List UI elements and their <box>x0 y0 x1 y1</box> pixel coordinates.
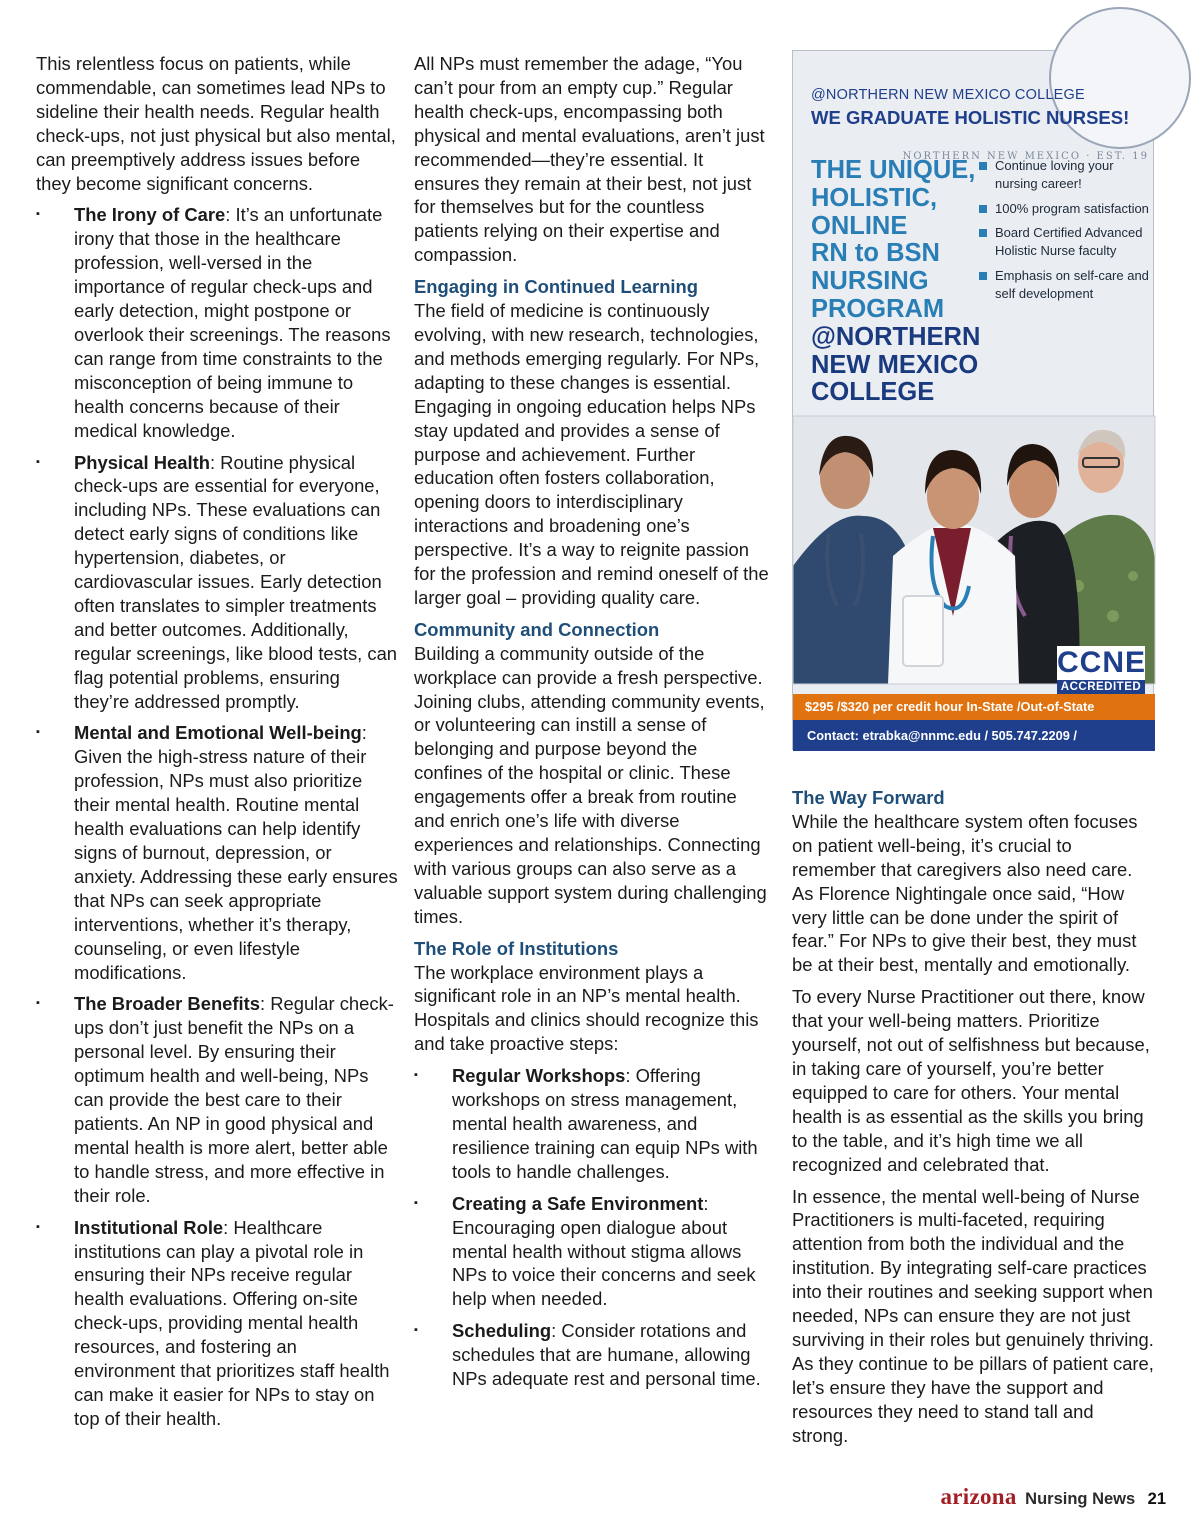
headline-line: PROGRAM <box>811 294 945 323</box>
headline-line: THE UNIQUE, <box>811 156 976 184</box>
section-body: Building a community outside of the workplace can provide a fresh perspective. Joining clubs, attending community events, or volunteering can instill a sense of belonging and purpose beyond the confines of the hospital or clinic. These engagements offer a break from routine and enrich one’s life with diverse experiences and relationships. Connecting with various groups can also serve as a valuable support system during challenging times. <box>414 642 767 927</box>
seal-text: NORTHERN NEW MEXICO · EST. 19 <box>902 151 1149 162</box>
ccne-logo: CCNE <box>1057 646 1147 679</box>
section-institutions <box>414 937 770 1057</box>
headline-college-line: @NORTHERN <box>811 322 981 351</box>
ad-headline <box>811 157 981 407</box>
col2-intro: All NPs must remember the adage, “You can’t pour from an empty cup.” Regular health check-ups, encompassing both physical and mental evaluations, aren’t just recommended—they’re essential. It ensures they remain at their best, not just for themselves but for the countless patients relying on their expertise and compassion. <box>414 53 765 266</box>
col1-intro: This relentless focus on patients, while commendable, can sometimes lead NPs to sideline their health needs. Regular health check-ups, not just physical but also mental, can preemptively address issues before they become significant concerns. <box>36 53 396 194</box>
article-column-3 <box>792 786 1154 1455</box>
bullet-icon: ▪ <box>414 1069 418 1082</box>
ad-college-handle: @NORTHERN NEW MEXICO COLLEGE <box>811 87 1085 103</box>
magazine-logo: arizona <box>940 1484 1017 1509</box>
headline-line: RN to BSN <box>811 239 940 268</box>
col1-bullet-list <box>36 203 398 1430</box>
section-heading: Engaging in Continued Learning <box>414 276 699 298</box>
headline-college-line: COLLEGE <box>811 378 935 407</box>
feature-item: Emphasis on self-care and self development <box>979 267 1149 303</box>
ccne-accreditation-badge <box>1057 646 1145 694</box>
bullet-title: Physical Health <box>74 451 210 473</box>
list-item <box>414 1319 770 1391</box>
bullet-text: : It’s an unfortunate irony that those in the healthcare profession, well-versed in the importance of regular check-ups and early detection, might postpone or overlook their screenings. The reasons can range from time constraints to the misconception of being immune to health concerns because of their medical knowledge. <box>74 204 391 441</box>
bullet-title: Institutional Role <box>74 1216 224 1238</box>
feature-item: Continue loving your nursing career! <box>979 157 1149 193</box>
article-column-2 <box>414 52 770 1399</box>
paragraph: In essence, the mental well-being of Nurse Practitioners is multi-faceted, requiring attention from both the individual and the institution. By integrating self-care practices into their routines and seeking support when needed, NPs can ensure they are not just surviving in their roles but genuinely thriving. As they continue to be pillars of patient care, let’s ensure they have the support and resources they need to stand tall and strong. <box>792 1185 1154 1446</box>
list-item <box>36 721 398 984</box>
bullet-text: : Encouraging open dialogue about mental health without stigma allows NPs to voice their concerns and seek help when needed. <box>452 1192 756 1310</box>
list-item <box>414 1192 770 1312</box>
bullet-title: Regular Workshops <box>452 1065 626 1087</box>
bullet-icon: ▪ <box>36 208 40 221</box>
list-item <box>36 451 398 714</box>
ccne-accredited-label: ACCREDITED <box>1057 680 1145 694</box>
bullet-icon: ▪ <box>36 1220 40 1233</box>
headline-line: HOLISTIC, <box>811 183 938 212</box>
bullet-text: : Regular check-ups don’t just benefit the NPs on a personal level. By ensuring their optimum health and well-being, NPs can provide the best care to their patients. An NP in good physical and mental health is more alert, better able to handle stress, and more effective in their role. <box>74 993 394 1206</box>
bullet-text: : Consider rotations and schedules that are humane, allowing NPs adequate rest and personal time. <box>452 1320 761 1390</box>
article-column-1 <box>36 52 398 1439</box>
bullet-text: : Given the high-stress nature of their profession, NPs must also prioritize their mental health. Routine mental health evaluations can help identify signs of burnout, depression, or anxiety. Addressing these early ensures that NPs can seek appropriate interventions, whether it’s therapy, counseling, or even lifestyle modifications. <box>74 722 398 983</box>
col2-bullet-list <box>414 1064 770 1391</box>
list-item <box>414 1064 770 1184</box>
feature-item: 100% program satisfaction <box>979 200 1149 218</box>
ad-contact-bar: Contact: etrabka@nnmc.edu / 505.747.2209 / www.nnmc.edu <box>793 720 1155 751</box>
section-heading: Community and Connection <box>414 618 660 640</box>
section-continued-learning <box>414 275 770 610</box>
bullet-title: Scheduling <box>452 1320 552 1342</box>
publication-name: Nursing News <box>1025 1490 1136 1508</box>
bullet-title: Mental and Emotional Well-being <box>74 722 362 744</box>
bullet-text: : Offering workshops on stress management, mental health awareness, and resilience training can equip NPs with tools to handle challenges. <box>452 1065 758 1182</box>
bullet-text: : Healthcare institutions can play a pivotal role in ensuring their NPs receive regular health evaluations. Offering on-site check-ups, providing mental health resources, and fostering an environment that prioritizes staff health can make it easier for NPs to stay on top of their health. <box>74 1216 390 1429</box>
paragraph: While the healthcare system often focuses on patient well-being, it’s crucial to remember that caregivers also need care. As Florence Nightingale once said, “How very little can be done under the spirit of fear.” For NPs to give their best, they must be at their best, mentally and emotionally. <box>792 810 1138 976</box>
section-body: The workplace environment plays a significant role in an NP’s mental health. Hospitals and clinics should recognize this and take proactive steps: <box>414 961 759 1055</box>
bullet-icon: ▪ <box>36 997 40 1010</box>
bullet-title: Creating a Safe Environment <box>452 1192 704 1214</box>
bullet-text: : Routine physical check-ups are essential for everyone, including NPs. These evaluations can detect early signs of conditions like hypertension, diabetes, or cardiovascular issues. Early detection often translates to simpler treatments and better outcomes. Additionally, regular screenings, like blood tests, can flag potential problems, ensuring they’re addressed promptly. <box>74 451 398 712</box>
list-item <box>36 203 398 442</box>
bullet-title: The Broader Benefits <box>74 993 260 1015</box>
ad-price-bar: $295 /$320 per credit hour In-State /Out-of-State <box>793 694 1155 720</box>
section-community <box>414 618 770 929</box>
nurses-group-photo <box>793 416 1155 684</box>
bullet-title: The Irony of Care <box>74 204 226 226</box>
section-heading: The Role of Institutions <box>414 937 619 959</box>
page-footer <box>941 1484 1167 1510</box>
ad-tagline: WE GRADUATE HOLISTIC NURSES! <box>811 107 1130 128</box>
nnmc-advertisement <box>792 50 1154 774</box>
list-item <box>36 992 398 1207</box>
headline-college-line: NEW MEXICO <box>811 350 979 379</box>
section-heading: The Way Forward <box>792 787 945 808</box>
bullet-icon: ▪ <box>36 455 40 468</box>
paragraph: To every Nurse Practitioner out there, know that your well-being matters. Prioritize yourself, not out of selfishness but because, in taking care of yourself, you’re better equipped to care for others. Your mental health is as essential as the skills you bring to the table, and it’s high time we all recognized and celebrated that. <box>792 986 1150 1175</box>
feature-item: Board Certified Advanced Holistic Nurse faculty <box>979 224 1149 260</box>
page-number: 21 <box>1147 1490 1166 1508</box>
bullet-icon: ▪ <box>414 1324 418 1337</box>
headline-line: ONLINE <box>811 211 908 240</box>
section-body: The field of medicine is continuously evolving, with new research, technologies, and methods emerging regularly. For NPs, adapting to these changes is essential. Engaging in ongoing education helps NPs stay updated and provides a sense of purpose and achievement. Further education often fosters collaboration, opening doors to interdisciplinary interactions and broadening one’s perspective. It’s a way to reignite passion for the profession and remind oneself of the larger goal – providing quality care. <box>414 300 769 608</box>
list-item <box>36 1216 398 1431</box>
ad-feature-list <box>979 157 1149 310</box>
headline-line: NURSING <box>811 267 929 296</box>
bullet-icon: ▪ <box>36 726 40 739</box>
bullet-icon: ▪ <box>414 1196 418 1209</box>
